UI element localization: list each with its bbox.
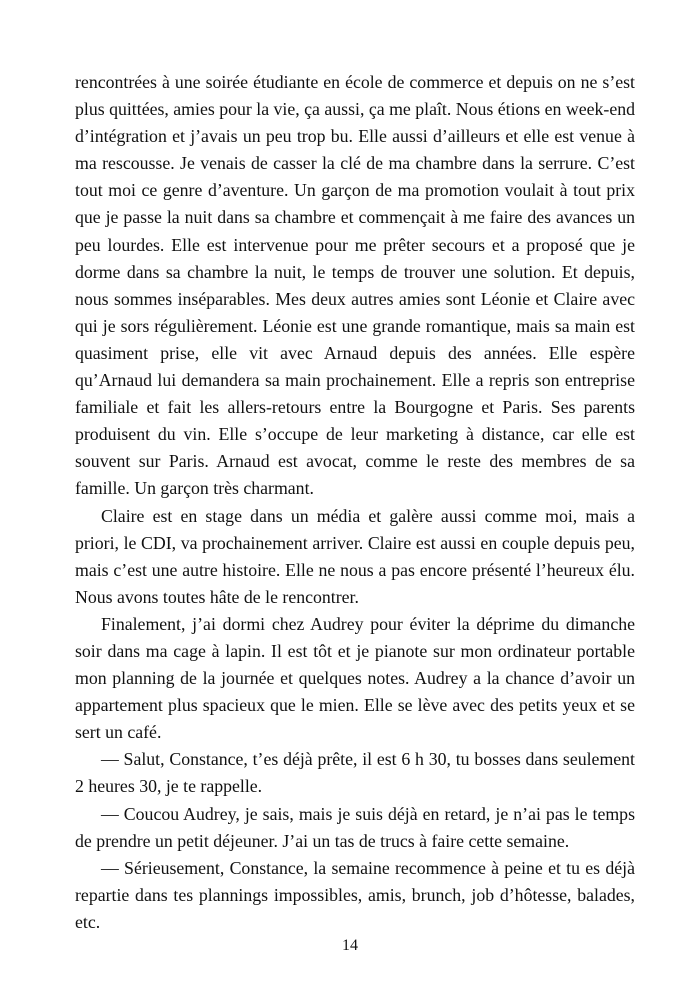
paragraph-continuation: rencontrées à une soirée étudiante en école de commerce et depuis on ne s’est plus quittées, amies pour la vie, ça aussi, ça me plaît. Nous étions en week-end d’intégration et j’avais un peu trop bu. Elle aussi d’ailleurs et elle est venue à ma rescousse. Je venais de casser la clé de ma chambre dans la serrure. C’est tout moi ce genre d’aventure. Un garçon de ma promotion voulait à tout prix que je passe la nuit dans sa chambre et commençait à me faire des avances un peu lourdes. Elle est intervenue pour me prêter secours et a proposé que je dorme dans sa chambre la nuit, le temps de trouver une solution. Et depuis, nous sommes inséparables. Mes deux autres amies sont Léonie et Claire avec qui je sors régulièrement. Léonie est une grande romantique, mais sa main est quasiment prise, elle vit avec Arnaud depuis des années. Elle espère qu’Arnaud lui demandera sa main prochainement. Elle a repris son entreprise familiale et fait les allers-retours entre la Bourgogne et Paris. Ses parents produisent du vin. Elle s’occupe de leur marketing à distance, car elle est souvent sur Paris. Arnaud est avocat, comme le reste des membres de sa famille. Un garçon très charmant. xyxy=(75,72,635,499)
dialogue-line-1: — Salut, Constance, t’es déjà prête, il est 6 h 30, tu bosses dans seulement 2 heures 30, je te rappelle. xyxy=(75,749,635,797)
paragraph-claire: Claire est en stage dans un média et galère aussi comme moi, mais a priori, le CDI, va prochainement arriver. Claire est aussi en couple depuis peu, mais c’est une autre histoire. Elle ne nous a pas encore présenté l’heureux élu. Nous avons toutes hâte de le rencontrer. xyxy=(75,505,635,607)
page-number: 14 xyxy=(342,937,358,954)
dialogue-line-3: — Sérieusement, Constance, la semaine recommence à peine et tu es déjà repartie dans tes plannings impossibles, amis, brunch, job d’hôtesse, balades, etc. xyxy=(75,857,635,932)
dialogue-line-2: — Coucou Audrey, je sais, mais je suis déjà en retard, je n’ai pas le temps de prendre un petit déjeuner. J’ai un tas de trucs à faire cette semaine. xyxy=(75,803,635,851)
paragraph-audrey: Finalement, j’ai dormi chez Audrey pour éviter la déprime du dimanche soir dans ma cage à lapin. Il est tôt et je pianote sur mon ordinateur portable mon planning de la journée et quelques notes. Audrey a la chance d’avoir un appartement plus spacieux que le mien. Elle se lève avec des petits yeux et se sert un café. xyxy=(75,613,635,743)
body-text xyxy=(75,69,635,936)
